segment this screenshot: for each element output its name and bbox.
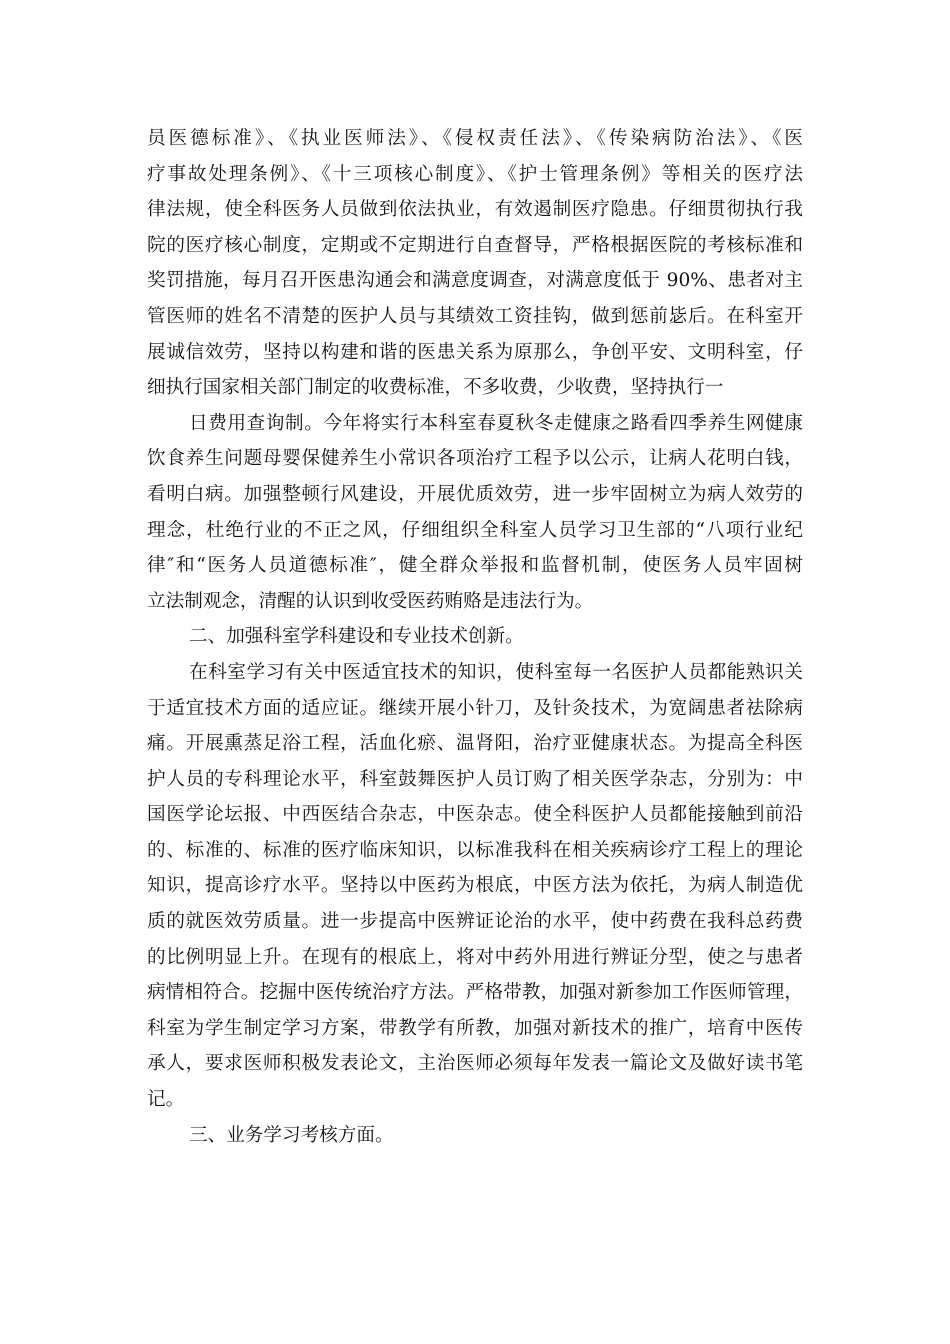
paragraph-line: 国医学论坛报、中西医结合杂志，中医杂志。使全科医护人员都能接触到前沿	[147, 804, 803, 826]
paragraph-line: 员医德标准》、《执业医师法》、《侵权责任法》、《传染病防治法》、《医	[147, 128, 803, 149]
paragraph-line: 知识，提高诊疗水平。坚持以中医药为根底，中医方法为依托，为病人制造优	[147, 875, 803, 897]
paragraph-line: 于适宜技术方面的适应证。继续开展小针刀，及针灸技术，为宽阔患者祛除病	[147, 697, 803, 719]
paragraph-line: 记。	[147, 1089, 185, 1111]
paragraph-line: 理念，杜绝行业的不正之风，仔细组织全科室人员学习卫生部的“八项行业纪	[147, 519, 803, 541]
paragraph-line: 质的就医效劳质量。进一步提高中医辨证论治的水平，使中药费在我科总药费	[147, 911, 803, 933]
section-heading: 三、业务学习考核方面。	[189, 1124, 394, 1146]
paragraph-line: 管医师的姓名不清楚的医护人员与其绩效工资挂钩，做到惩前毖后。在科室开	[147, 305, 803, 327]
paragraph-line: 科室为学生制定学习方案，带教学有所教，加强对新技术的推广，培育中医传	[147, 1017, 803, 1039]
paragraph-line: 展诚信效劳，坚持以构建和谐的医患关系为原那么，争创平安、文明科室，仔	[147, 341, 803, 363]
paragraph-line: 看明白病。加强整顿行风建设，开展优质效劳，进一步牢固树立为病人效劳的	[147, 483, 803, 505]
paragraph-line: 立法制观念，清醒的认识到收受医药贿赂是违法行为。	[147, 590, 594, 612]
paragraph-line: 律法规，使全科医务人员做到依法执业，有效遏制医疗隐患。仔细贯彻执行我	[147, 199, 803, 221]
paragraph-line: 院的医疗核心制度，定期或不定期进行自查督导，严格根据医院的考核标准和	[147, 234, 803, 256]
paragraph-line: 病情相符合。挖掘中医传统治疗方法。严格带教，加强对新参加工作医师管理，	[147, 982, 803, 1004]
paragraph-line: 饮食养生问题母婴保健养生小常识各项治疗工程予以公示，让病人花明白钱，	[147, 448, 803, 470]
paragraph-line: 疗事故处理条例》、《十三项核心制度》、《护士管理条例》等相关的医疗法	[147, 163, 803, 185]
paragraph-line: 承人，要求医师积极发表论文，主治医师必须每年发表一篇论文及做好读书笔	[147, 1053, 803, 1075]
paragraph-line: 日费用查询制。今年将实行本科室春夏秋冬走健康之路看四季养生网健康	[189, 412, 803, 434]
paragraph-line: 痛。开展熏蒸足浴工程，活血化瘀、温肾阳，治疗亚健康状态。为提高全科医	[147, 733, 803, 755]
document-body	[147, 121, 803, 1153]
paragraph-line: 细执行国家相关部门制定的收费标准，不多收费，少收费，坚持执行一	[147, 377, 724, 399]
paragraph-line: 律″和“医务人员道德标准″，健全群众举报和监督机制，使医务人员牢固树	[147, 555, 803, 577]
paragraph-line: 的比例明显上升。在现有的根底上，将对中药外用进行辨证分型，使之与患者	[147, 946, 803, 968]
paragraph-line: 护人员的专科理论水平，科室鼓舞医护人员订购了相关医学杂志，分别为：中	[147, 768, 803, 790]
section-heading: 二、加强科室学科建设和专业技术创新。	[189, 626, 524, 648]
paragraph-line: 在科室学习有关中医适宜技术的知识，使科室每一名医护人员都能熟识关	[189, 661, 803, 683]
paragraph-line: 的、标准的、标准的医疗临床知识，以标准我科在相关疾病诊疗工程上的理论	[147, 839, 803, 861]
paragraph-line: 奖罚措施，每月召开医患沟通会和满意度调查，对满意度低于 90%、患者对主	[147, 270, 803, 292]
